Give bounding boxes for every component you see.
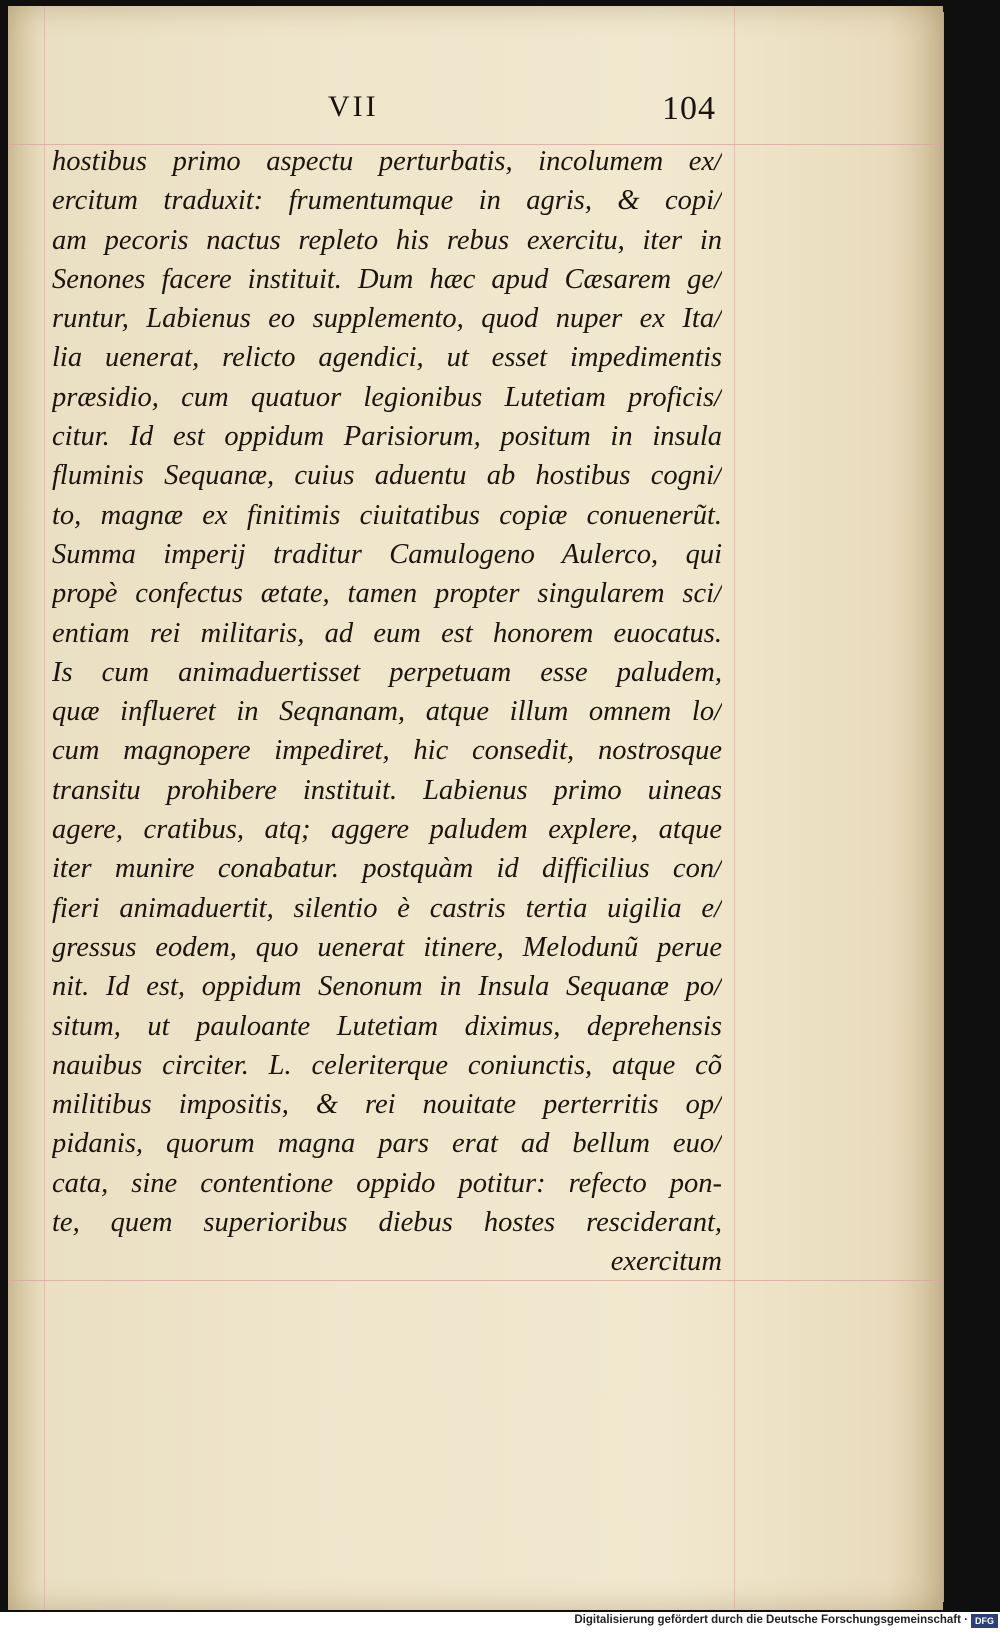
- text-line: am pecoris nactus repleto his rebus exercitu, iter in: [52, 224, 722, 256]
- text-line: agere, cratibus, atq; aggere paludem explere, atque: [52, 814, 722, 846]
- text-line: ercitum traduxit: frumentumque in agris, & copi/: [52, 185, 722, 217]
- text-line: Senones facere instituit. Dum hæc apud Cæsarem ge/: [52, 263, 722, 295]
- text-line: transitu prohibere instituit. Labienus primo uineas: [52, 774, 722, 806]
- text-line: fluminis Sequanæ, cuius aduentu ab hostibus cogni/: [52, 460, 722, 492]
- text-line: quæ influeret in Seqnanam, atque illum omnem lo/: [52, 696, 722, 728]
- text-line: militibus impositis, & rei nouitate perterritis op/: [52, 1089, 722, 1121]
- text-line: nauibus circiter. L. celeriterque coniunctis, atque cõ: [52, 1049, 722, 1081]
- ruled-line-left: [44, 6, 45, 1610]
- text-line: Summa imperij traditur Camulogeno Aulerco, qui: [52, 538, 722, 570]
- text-line: gressus eodem, quo uenerat itinere, Melodunũ perue: [52, 931, 722, 963]
- text-line: situm, ut pauloante Lutetiam diximus, deprehensis: [52, 1010, 722, 1042]
- text-line: to, magnæ ex finitimis ciuitatibus copiæ conuenerũt.: [52, 499, 722, 531]
- text-line: runtur, Labienus eo supplemento, quod nuper ex Ita/: [52, 303, 722, 335]
- text-line: præsidio, cum quatuor legionibus Lutetiam proficis/: [52, 381, 722, 413]
- text-line: citur. Id est oppidum Parisiorum, positum in insula: [52, 421, 722, 453]
- footer-bar: [0, 1612, 1000, 1632]
- text-line: lia uenerat, relicto agendici, ut esset impedimentis: [52, 342, 722, 374]
- text-line: cum magnopere impediret, hic consedit, nostrosque: [52, 735, 722, 767]
- text-line: entiam rei militaris, ad eum est honorem euocatus.: [52, 617, 722, 649]
- dfg-logo[interactable]: DFG: [971, 1614, 998, 1628]
- text-line: cata, sine contentione oppido potitur: refecto pon-: [52, 1167, 722, 1199]
- funding-notice: Digitalisierung gefördert durch die Deutsche Forschungsgemeinschaft ·: [574, 1614, 968, 1626]
- text-line: pidanis, quorum magna pars erat ad bellum euo/: [52, 1128, 722, 1160]
- text-line: te, quem superioribus diebus hostes resciderant,: [52, 1207, 722, 1239]
- page-number: 104: [662, 90, 716, 127]
- text-line: iter munire conabatur. postquàm id difficilius con/: [52, 853, 722, 885]
- text-line: nit. Id est, oppidum Senonum in Insula Sequanæ po/: [52, 971, 722, 1003]
- text-line: fieri animaduertit, silentio è castris tertia uigilia e/: [52, 892, 722, 924]
- text-line: Is cum animaduertisset perpetuam esse paludem,: [52, 656, 722, 688]
- text-line: hostibus primo aspectu perturbatis, incolumem ex/: [52, 146, 722, 177]
- text-line: propè confectus ætate, tamen propter singularem sci/: [52, 578, 722, 610]
- body-text: [52, 142, 722, 1282]
- ruled-line-right: [734, 6, 735, 1610]
- signature-mark: VII: [328, 90, 379, 123]
- catchword: exercitum: [610, 1246, 722, 1278]
